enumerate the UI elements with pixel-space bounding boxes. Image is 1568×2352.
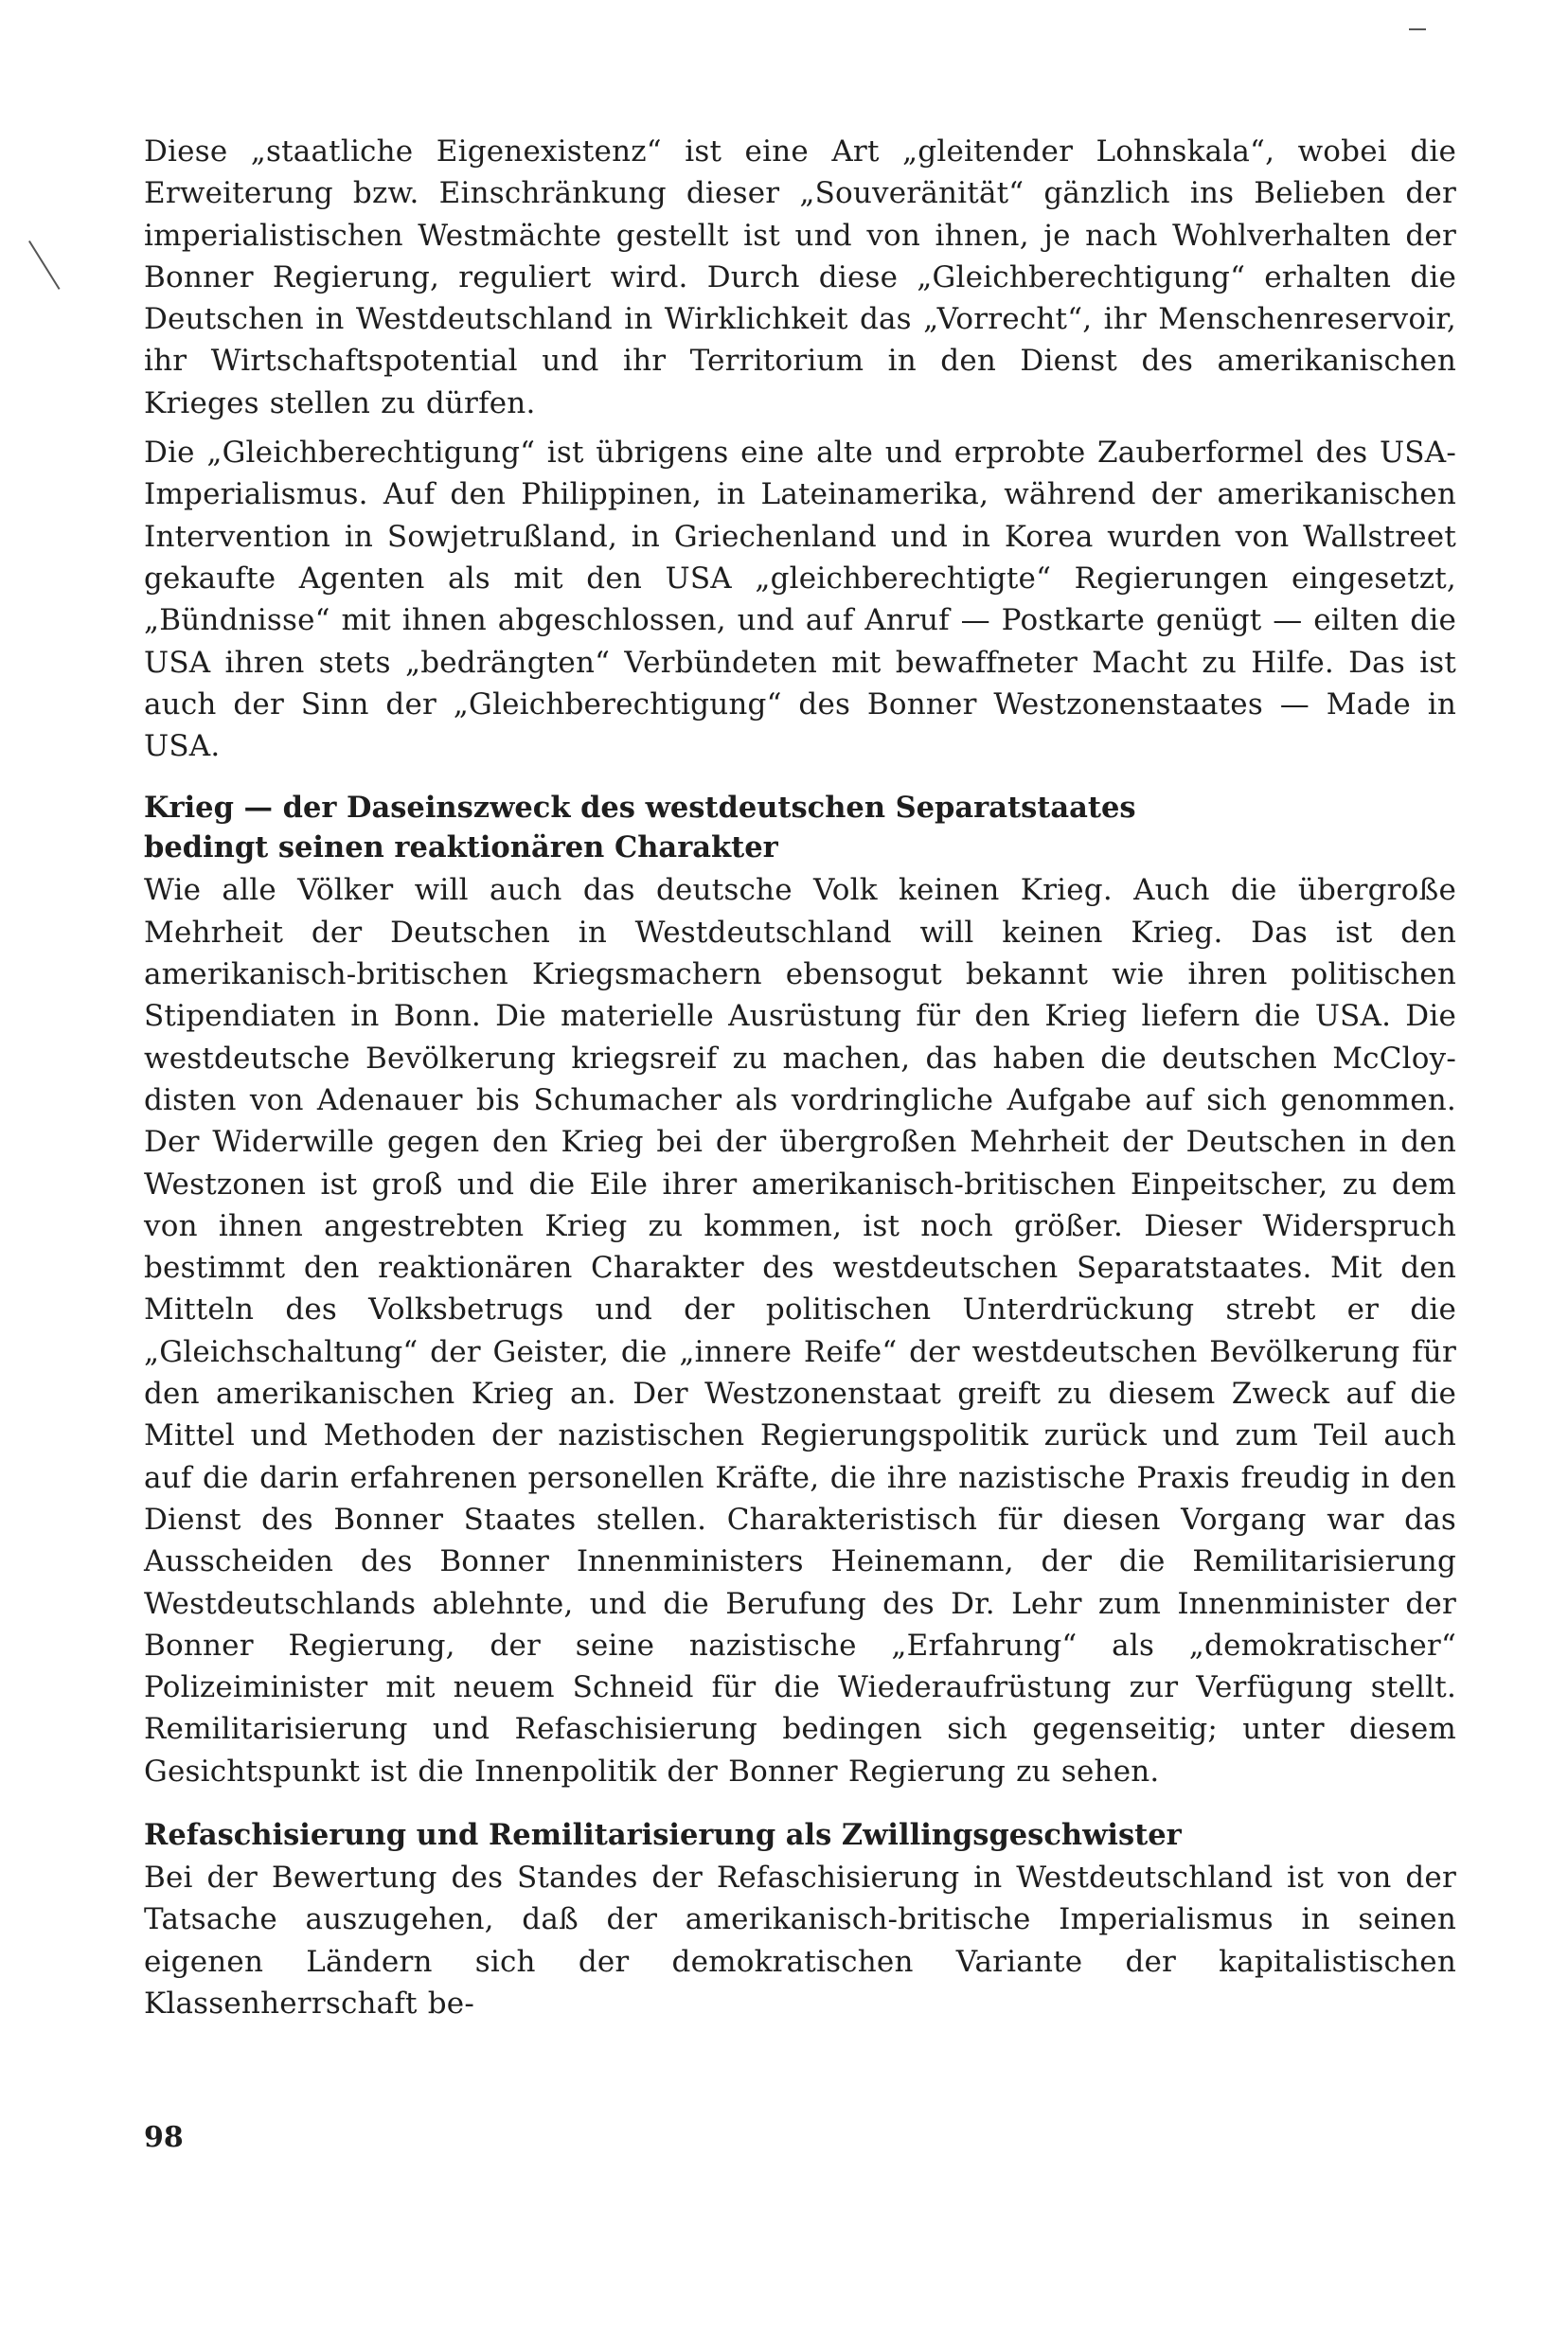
section-heading-line: Krieg — der Daseinszweck des westdeutschen Separatstaates bbox=[144, 791, 1136, 826]
section-heading-refaschisierung bbox=[144, 1815, 1456, 1855]
paragraph-bewertung: Bei der Bewertung des Standes der Refaschisierung in Westdeutschland ist von der Tatsache auszugehen, daß der amerikanisch-britische Imperialismus in seinen eigenen Ländern sich der demokratischen Variante der kapitalistischen Klassenherrschaft be- bbox=[144, 1860, 1456, 2021]
section-heading-line: Refaschisierung und Remilitarisierung als Zwillingsgeschwister bbox=[144, 1817, 1182, 1852]
paragraph-eigenexistenz: Diese „staatliche Eigenexistenz“ ist eine Art „gleitender Lohnskala“, wobei die Erweiterung bzw. Einschränkung dieser „Souveränität“ gänzlich ins Belieben der imperialistischen Westmächte gestellt ist und von ihnen, je nach Wohlverhalten der Bonner Regierung, reguliert wird. Durch diese „Gleichberechtigung“ erhalten die Deutschen in Westdeutschland in Wirklichkeit das „Vorrecht“, ihr Menschenreservoir, ihr Wirtschaftspotential und ihr Territorium in den Dienst des amerikanischen Krieges stellen zu dürfen. bbox=[144, 134, 1456, 420]
section-heading-krieg bbox=[144, 788, 1456, 867]
page-number: 98 bbox=[144, 2121, 184, 2154]
scan-artifact-mark bbox=[1409, 28, 1426, 30]
paragraph-gleichberechtigung: Die „Gleichberechtigung“ ist übrigens eine alte und erprobte Zauberformel des USA-Imperialismus. Auf den Philippinen, in Lateinamerika, während der amerikanischen Intervention in Sowjetrußland, in Griechenland und in Korea wurden von Wallstreet gekaufte Agenten als mit den USA „gleichberechtigte“ Regierungen eingesetzt, „Bündnisse“ mit ihnen abgeschlossen, und auf Anruf — Postkarte genügt — eilten die USA ihren stets „bedrängten“ Verbündeten mit bewaffneter Macht zu Hilfe. Das ist auch der Sinn der „Gleichberechtigung“ des Bonner Westzonenstaates — Made in USA. bbox=[144, 436, 1456, 764]
paragraph-krieg: Wie alle Völker will auch das deutsche Volk keinen Krieg. Auch die übergroße Mehrheit der Deutschen in Westdeutschland will keinen Krieg. Das ist den amerikanisch-britischen Kriegsmachern ebensogut bekannt wie ihren politischen Stipendiaten in Bonn. Die materielle Ausrüstung für den Krieg liefern die USA. Die westdeutsche Bevölkerung kriegsreif zu machen, das haben die deutschen McCloy-disten von Adenauer bis Schumacher als vordringliche Aufgabe auf sich genommen. Der Widerwille gegen den Krieg bei der übergroßen Mehrheit der Deutschen in den Westzonen ist groß und die Eile ihrer amerikanisch-britischen Einpeitscher, zu dem von ihnen angestrebten Krieg zu kommen, ist noch größer. Dieser Widerspruch bestimmt den reaktionären Charakter des westdeutschen Separatstaates. Mit den Mitteln des Volksbetrugs und der politischen Unterdrückung strebt er die „Gleichschaltung“ der Geister, die „innere Reife“ der westdeutschen Bevölkerung für den amerikanischen Krieg an. Der Westzonenstaat greift zu diesem Zweck auf die Mittel und Methoden der nazistischen Regierungspolitik zurück und zum Teil auch auf die darin erfahrenen personellen Kräfte, die ihre nazistische Praxis freudig in den Dienst des Bonner Staates stellen. Charakteristisch für diesen Vorgang war das Ausscheiden des Bonner Innenministers Heinemann, der die Remilitarisierung Westdeutschlands ablehnte, und die Berufung des Dr. Lehr zum Innenminister der Bonner Regierung, der seine nazistische „Erfahrung“ als „demokratischer“ Polizeiminister mit neuem Schneid für die Wiederaufrüstung zur Verfügung stellt. Remilitarisierung und Refaschisierung bedingen sich gegenseitig; unter diesem Gesichtspunkt ist die Innenpolitik der Bonner Regierung zu sehen. bbox=[144, 873, 1456, 1789]
text-column bbox=[144, 131, 1456, 2024]
section-heading-line: bedingt seinen reaktionären Charakter bbox=[144, 830, 778, 865]
scan-artifact-stroke bbox=[28, 241, 60, 290]
